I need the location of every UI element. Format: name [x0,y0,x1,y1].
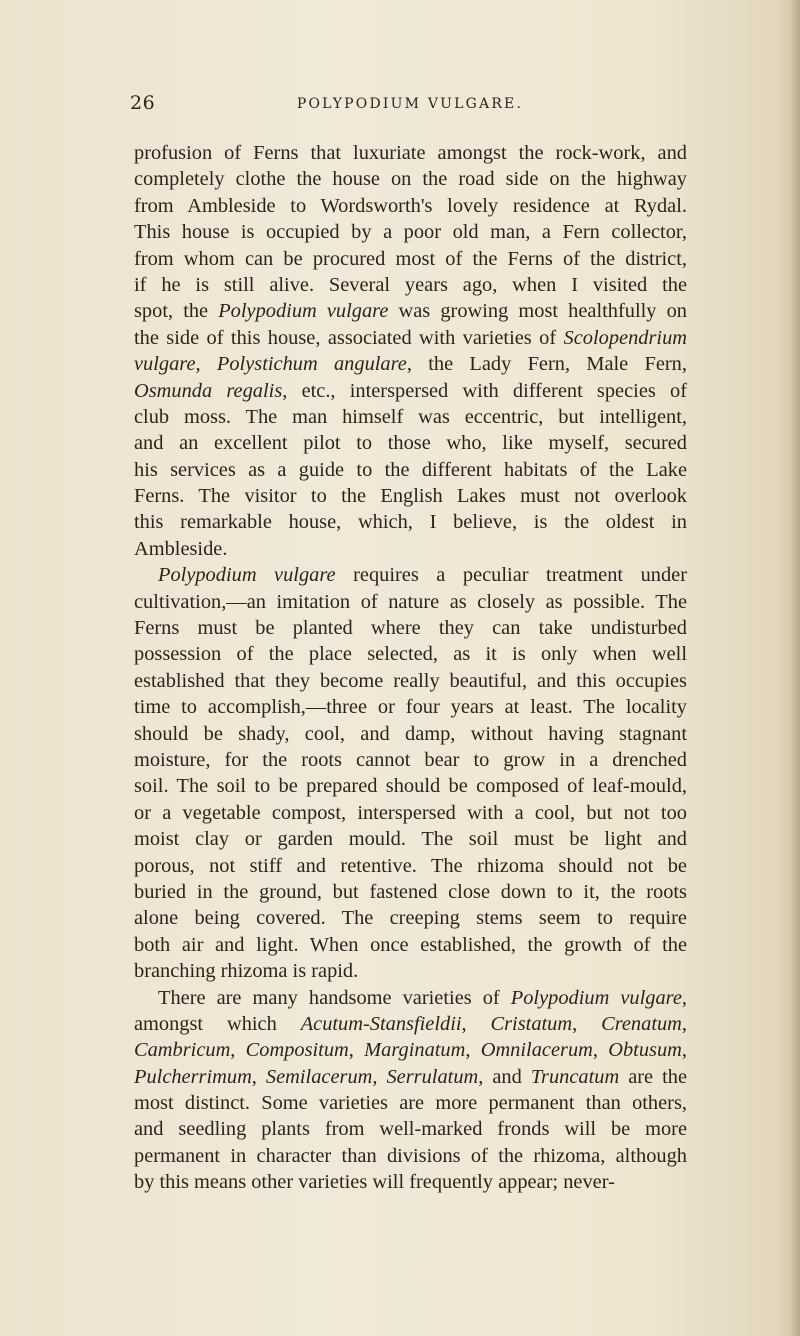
body-text [134,140,687,1196]
running-title: POLYPODIUM VULGARE. [296,96,524,112]
page-header [130,92,690,122]
text-line: most distinct. Some varieties are more permanent than others, [134,1092,687,1115]
text-line: amongst which Acutum-Stansfieldii, Cristatum, Crenatum, [134,1012,687,1035]
text-line: Ferns must be planted where they can take undisturbed [134,617,687,640]
text-line: Polypodium vulgare requires a peculiar treatment under [158,564,687,587]
text-line: permanent in character than divisions of the rhizoma, although [134,1144,687,1167]
text-line: porous, not stiff and retentive. The rhizoma should not be [134,854,687,877]
text-line: Ferns. The visitor to the English Lakes must not overlook [134,485,687,508]
text-line: moist clay or garden mould. The soil must be light and [134,828,687,851]
text-line: spot, the Polypodium vulgare was growing most healthfully on [134,300,687,323]
text-line: and seedling plants from well-marked fronds will be more [134,1118,687,1141]
text-line: and an excellent pilot to those who, like myself, secured [134,432,687,455]
text-line: Pulcherrimum, Semilacerum, Serrulatum, and Truncatum are the [134,1065,687,1088]
text-line: soil. The soil to be prepared should be composed of leaf-mould, [134,775,687,798]
text-line: There are many handsome varieties of Polypodium vulgare, [158,986,687,1009]
text-line: possession of the place selected, as it is only when well [134,643,687,666]
page-edge-shadow [790,0,800,1336]
text-line: buried in the ground, but fastened close down to it, the roots [134,880,687,903]
text-line: if he is still alive. Several years ago, when I visited the [134,273,687,296]
text-line: from Ambleside to Wordsworth's lovely residence at Rydal. [134,194,687,217]
text-line: completely clothe the house on the road side on the highway [134,168,687,191]
text-line: or a vegetable compost, interspersed with a cool, but not too [134,801,687,824]
text-line: both air and light. When once established, the growth of the [134,933,687,956]
text-line: should be shady, cool, and damp, without having stagnant [134,722,687,745]
text-line: alone being covered. The creeping stems seem to require [134,907,687,930]
text-line: This house is occupied by a poor old man, a Fern collector, [134,221,687,244]
text-line: from whom can be procured most of the Ferns of the district, [134,247,687,270]
text-line: club moss. The man himself was eccentric, but intelligent, [134,405,687,428]
text-line: his services as a guide to the different habitats of the Lake [134,458,687,481]
text-line: Ambleside. [134,537,228,560]
text-line: established that they become really beautiful, and this occupies [134,669,687,692]
text-line: vulgare, Polystichum angulare, the Lady Fern, Male Fern, [134,353,687,376]
page-number: 26 [130,92,156,114]
text-line: Osmunda regalis, etc., interspersed with different species of [134,379,687,402]
text-line: branching rhizoma is rapid. [134,960,359,983]
text-line: this remarkable house, which, I believe, is the oldest in [134,511,687,534]
text-line: the side of this house, associated with varieties of Scolopendrium [134,326,687,349]
text-line: cultivation,—an imitation of nature as closely as possible. The [134,590,687,613]
text-line: profusion of Ferns that luxuriate amongst the rock-work, and [134,142,687,164]
text-line: time to accomplish,—three or four years at least. The locality [134,696,687,719]
text-line: by this means other varieties will frequently appear; never- [134,1171,615,1194]
text-line: Cambricum, Compositum, Marginatum, Omnilacerum, Obtusum, [134,1039,687,1062]
text-line: moisture, for the roots cannot bear to grow in a drenched [134,748,687,771]
